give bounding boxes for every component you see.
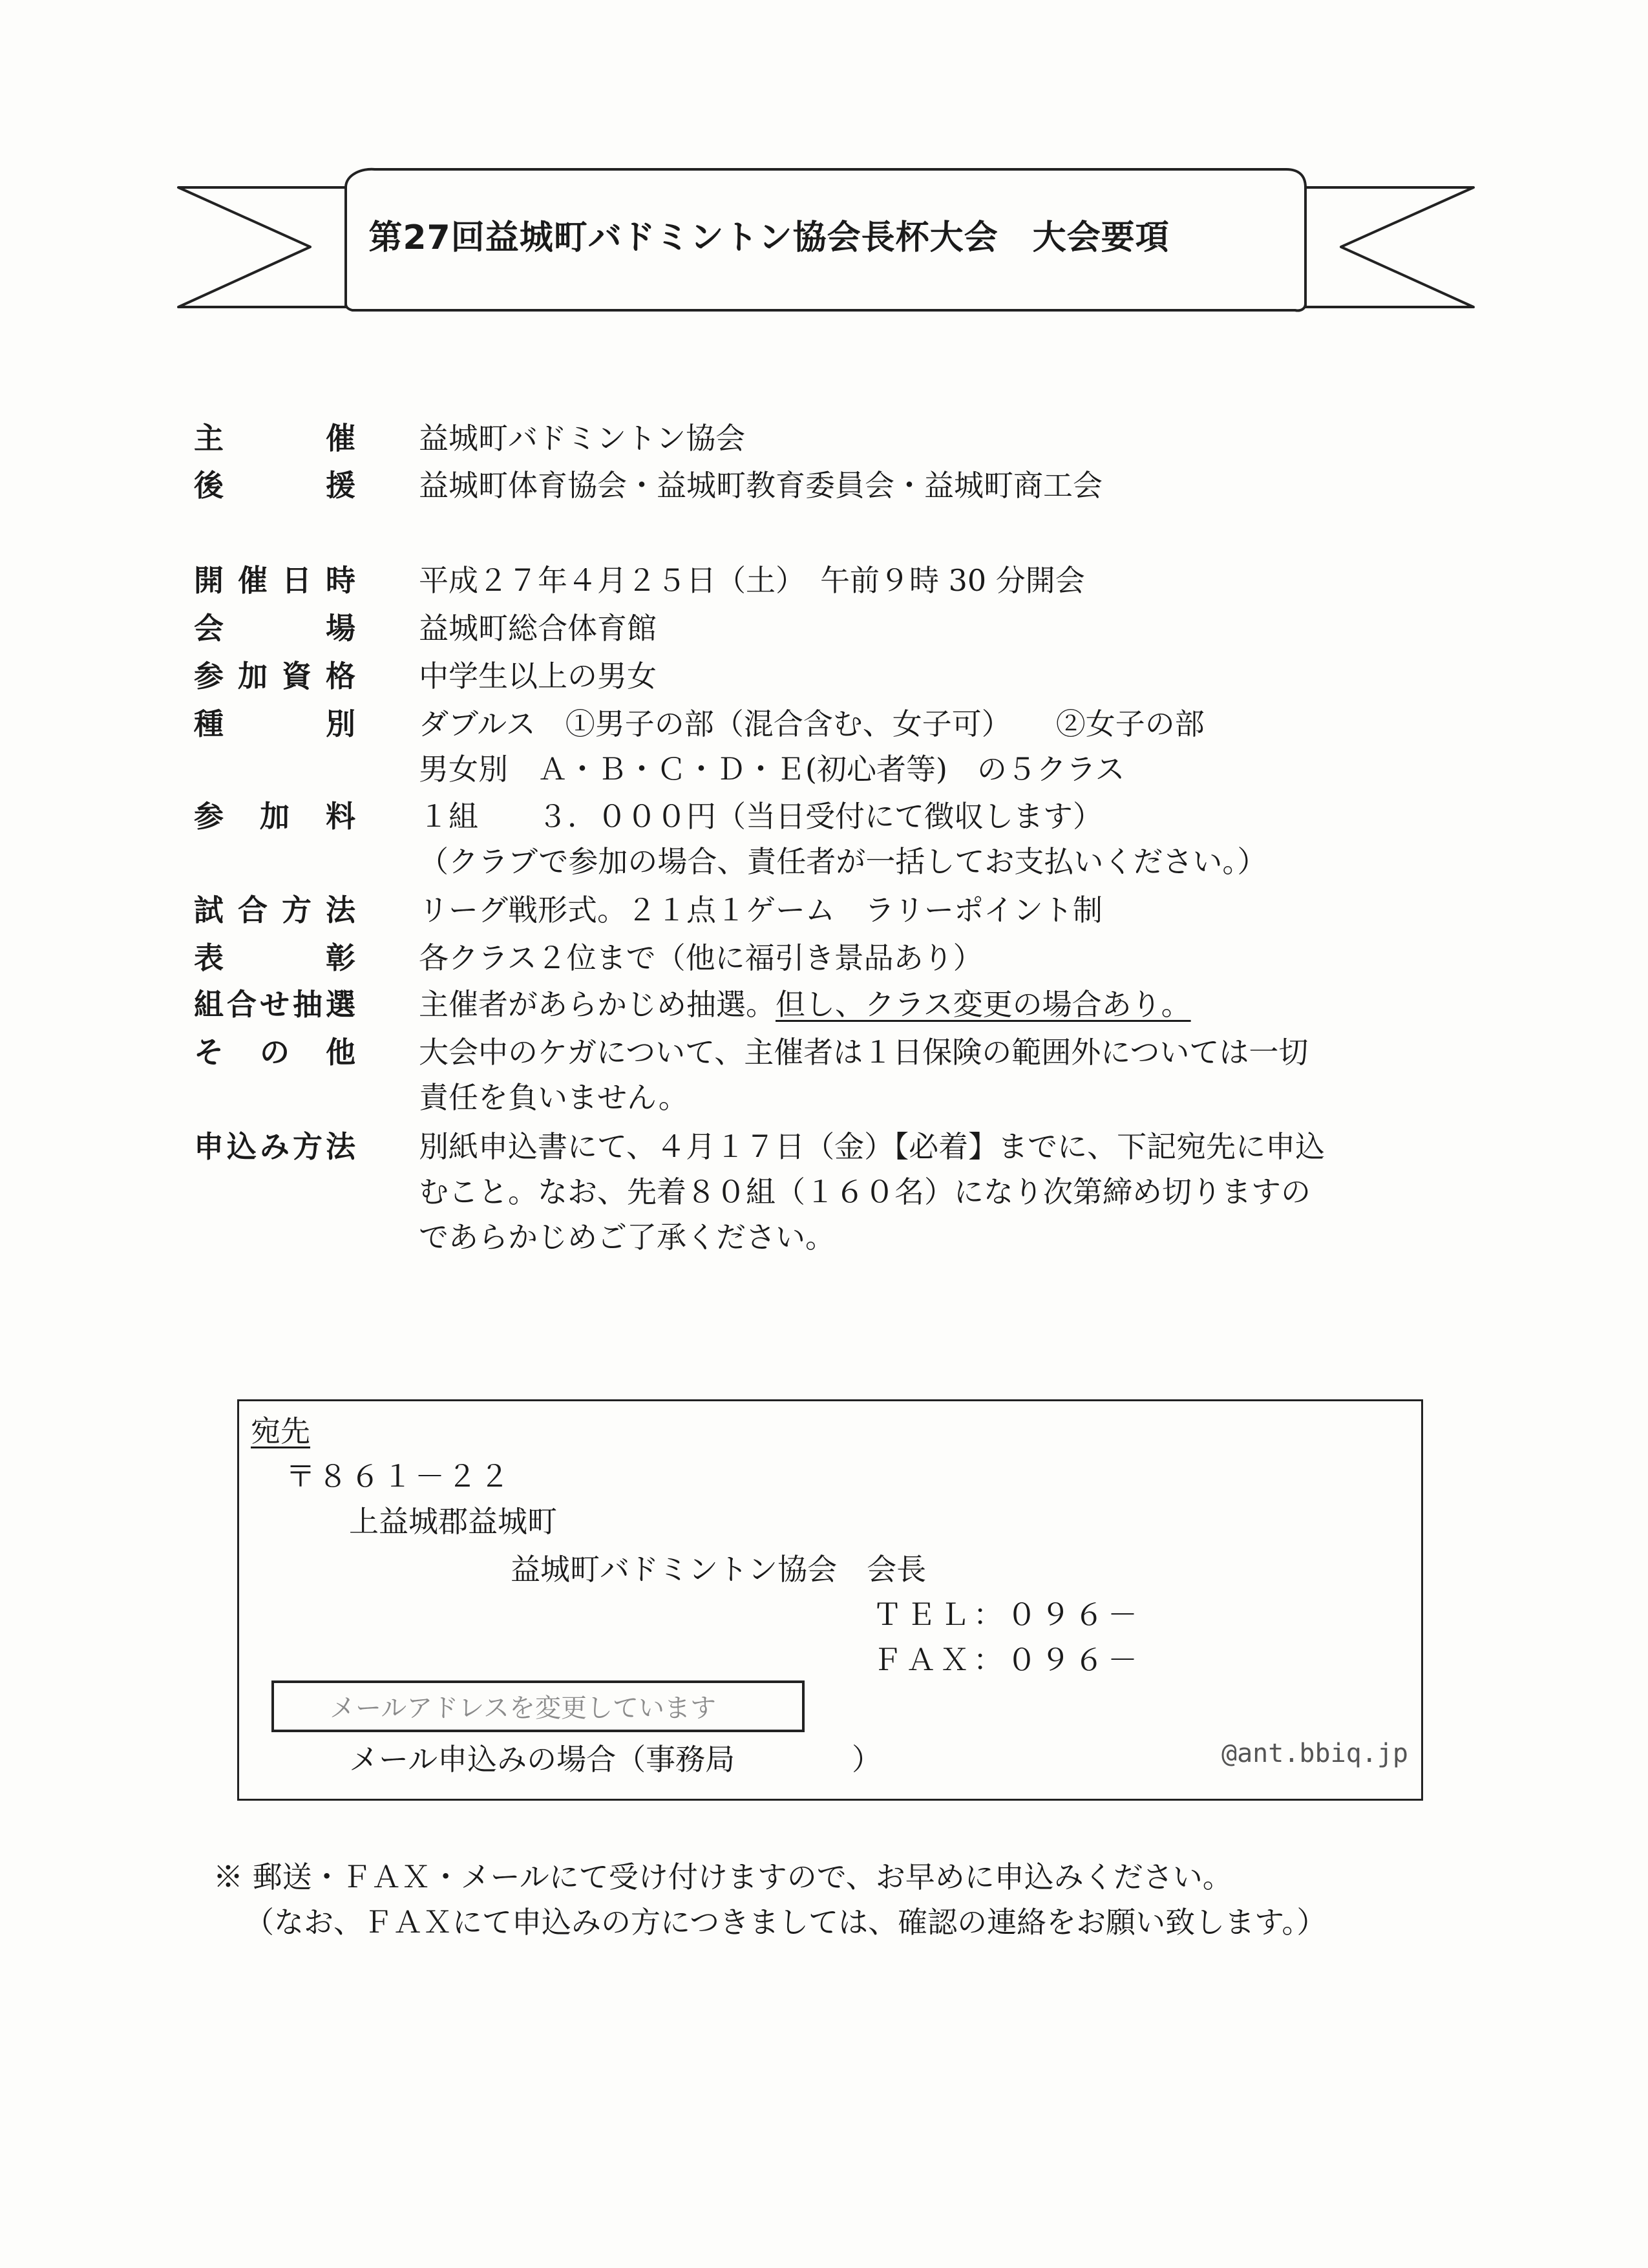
item-label: 主 催 xyxy=(194,421,355,456)
address-heading: 宛先 xyxy=(251,1414,310,1448)
tel-number: ＴＥＬ：０９６－ xyxy=(872,1597,1141,1632)
item-value: 中学生以上の男女 xyxy=(419,659,657,694)
item-label: 組 合 せ 抽 選 xyxy=(194,987,355,1022)
item-label: 表 彰 xyxy=(194,940,355,975)
item-label: 参 加 資 格 xyxy=(194,659,355,694)
mail-label-close: ） xyxy=(852,1742,882,1777)
item-label: 種 別 xyxy=(194,706,355,741)
item-label: 会 場 xyxy=(194,611,355,646)
title-ribbon xyxy=(0,0,1648,336)
mail-label: メール申込みの場合（事務局 xyxy=(349,1742,735,1777)
item-value: 益城町体育協会・益城町教育委員会・益城町商工会 xyxy=(419,468,1103,503)
item-value: 大会中のケガについて、主催者は１日保険の範囲外については一切 xyxy=(419,1035,1309,1070)
footer-note-1: ※ 郵送・ＦＡＸ・メールにて受け付けますので、お早めに申込みください。 xyxy=(213,1860,1232,1894)
emphasis-underline: 但し、クラス変更の場合あり。 xyxy=(776,987,1191,1022)
fax-number: ＦＡＸ：０９６－ xyxy=(872,1642,1141,1677)
item-label: 参 加 料 xyxy=(194,799,355,834)
item-value: むこと。なお、先着８０組（１６０名）になり次第締め切りますの xyxy=(419,1174,1311,1209)
item-value: 男女別 Ａ・Ｂ・Ｃ・Ｄ・Ｅ(初心者等) の５クラス xyxy=(419,752,1125,787)
item-label: 申 込 み 方 法 xyxy=(194,1129,355,1164)
item-label: 後 援 xyxy=(194,468,355,503)
item-value: 別紙申込書にて、４月１７日（金）【必着】までに、下記宛先に申込 xyxy=(419,1129,1326,1164)
item-value: ダブルス ①男子の部（混合含む、女子可） ②女子の部 xyxy=(419,706,1205,741)
item-value: 主催者があらかじめ抽選。但し、クラス変更の場合あり。 xyxy=(419,987,1191,1022)
item-label: 開 催 日 時 xyxy=(194,563,355,598)
item-value: であらかじめご了承ください。 xyxy=(419,1220,835,1255)
footer-note-2: （なお、ＦＡＸにて申込みの方につきましては、確認の連絡をお願い致します。） xyxy=(244,1905,1327,1940)
item-value: リーグ戦形式。２１点１ゲーム ラリーポイント制 xyxy=(419,893,1103,927)
address-org: 益城町バドミントン協会 会長 xyxy=(511,1552,927,1587)
document-title: 第27回益城町バドミントン協会長杯大会 大会要項 xyxy=(368,218,1170,257)
item-value: （クラブで参加の場合、責任者が一括してお支払いください。） xyxy=(419,844,1267,879)
address-town: 上益城郡益城町 xyxy=(349,1504,557,1539)
mail-domain[interactable]: @ant.bbiq.jp xyxy=(1221,1739,1408,1768)
item-label: そ の 他 xyxy=(194,1035,355,1070)
item-value: １組 ３．０００円（当日受付にて徴収します） xyxy=(419,799,1103,834)
item-label: 試 合 方 法 xyxy=(194,893,355,927)
item-value: 益城町バドミントン協会 xyxy=(419,421,746,456)
item-value: 平成２７年４月２５日（土） 午前９時 30 分開会 xyxy=(419,563,1085,598)
item-value: 益城町総合体育館 xyxy=(419,611,657,646)
postal-code: 〒８６１－２２ xyxy=(286,1459,512,1494)
item-value: 責任を負いません。 xyxy=(419,1080,688,1115)
mail-notice: メールアドレスを変更しています xyxy=(330,1693,716,1723)
item-value: 各クラス２位まで（他に福引き景品あり） xyxy=(419,940,983,975)
